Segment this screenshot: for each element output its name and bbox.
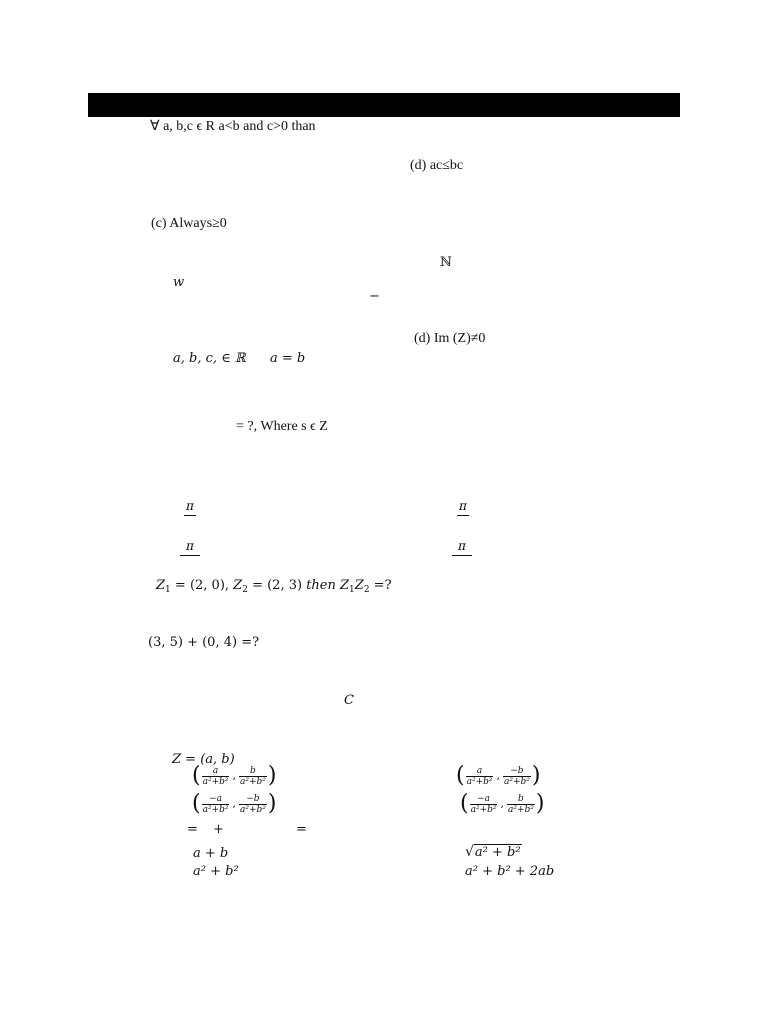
q10-option-d: ( $\frac{-a}{\text{a²+b²}}$ , $\frac{b}{\text{a²+b²}}$ ) <box>460 791 545 816</box>
q7-expression: $Z_1 = (2$, 0), $Z_2 = (2$, 3) then $Z_1Z_2$ =? <box>156 578 392 595</box>
answer-d: a² + b² + 2ab <box>465 864 555 879</box>
q10-option-c: ( $\frac{-a}{\text{a²+b²}}$ , $\frac{-b}{\text{a²+b²}}$ ) <box>192 791 277 816</box>
q5-stem: = ?, Where s ϵ Z <box>236 419 328 434</box>
answer-c: a² + b² <box>193 864 239 879</box>
minus-symbol: − <box>369 289 380 304</box>
answer-a: a + b <box>193 846 229 861</box>
q1-option-d: (d) ac≤bc <box>410 158 464 173</box>
answer-b: √a² + b² <box>465 844 521 860</box>
naturals-symbol: ℕ <box>440 255 452 270</box>
pi-fraction-b: π <box>457 500 469 516</box>
q10-stem: Z = (a, b) <box>172 752 235 767</box>
pi-fraction-a: π <box>184 500 196 516</box>
eq-sign-2: = <box>296 822 307 837</box>
q1-stem: ∀ a, b,c ϵ R a<b and c>0 than <box>150 119 316 134</box>
eq-sign-1: = <box>187 822 198 837</box>
complex-symbol: C <box>344 693 354 708</box>
q8-expression: (3, 5) + (0, 4) =? <box>148 635 260 650</box>
q2-option-c: (c) Always≥0 <box>151 216 227 231</box>
w-symbol: w <box>173 275 185 290</box>
q4-condition-right: a = b <box>270 351 306 366</box>
pi-fraction-c: π <box>180 540 200 556</box>
header-bar <box>88 93 680 117</box>
q10-option-a: ( $\frac{a}{\text{a²+b²}}$ , $\frac{b}{\text{a²+b²}}$ ) <box>192 763 277 788</box>
plus-sign: + <box>213 822 224 837</box>
q10-option-b: ( $\frac{a}{\text{a²+b²}}$ , $\frac{-b}{\text{a²+b²}}$ ) <box>456 763 541 788</box>
q4-option-d: (d) Im (Z)≠0 <box>414 331 486 346</box>
pi-fraction-d: π <box>452 540 472 556</box>
q4-condition-left: a, b, c, ∈ ℝ <box>173 351 246 366</box>
